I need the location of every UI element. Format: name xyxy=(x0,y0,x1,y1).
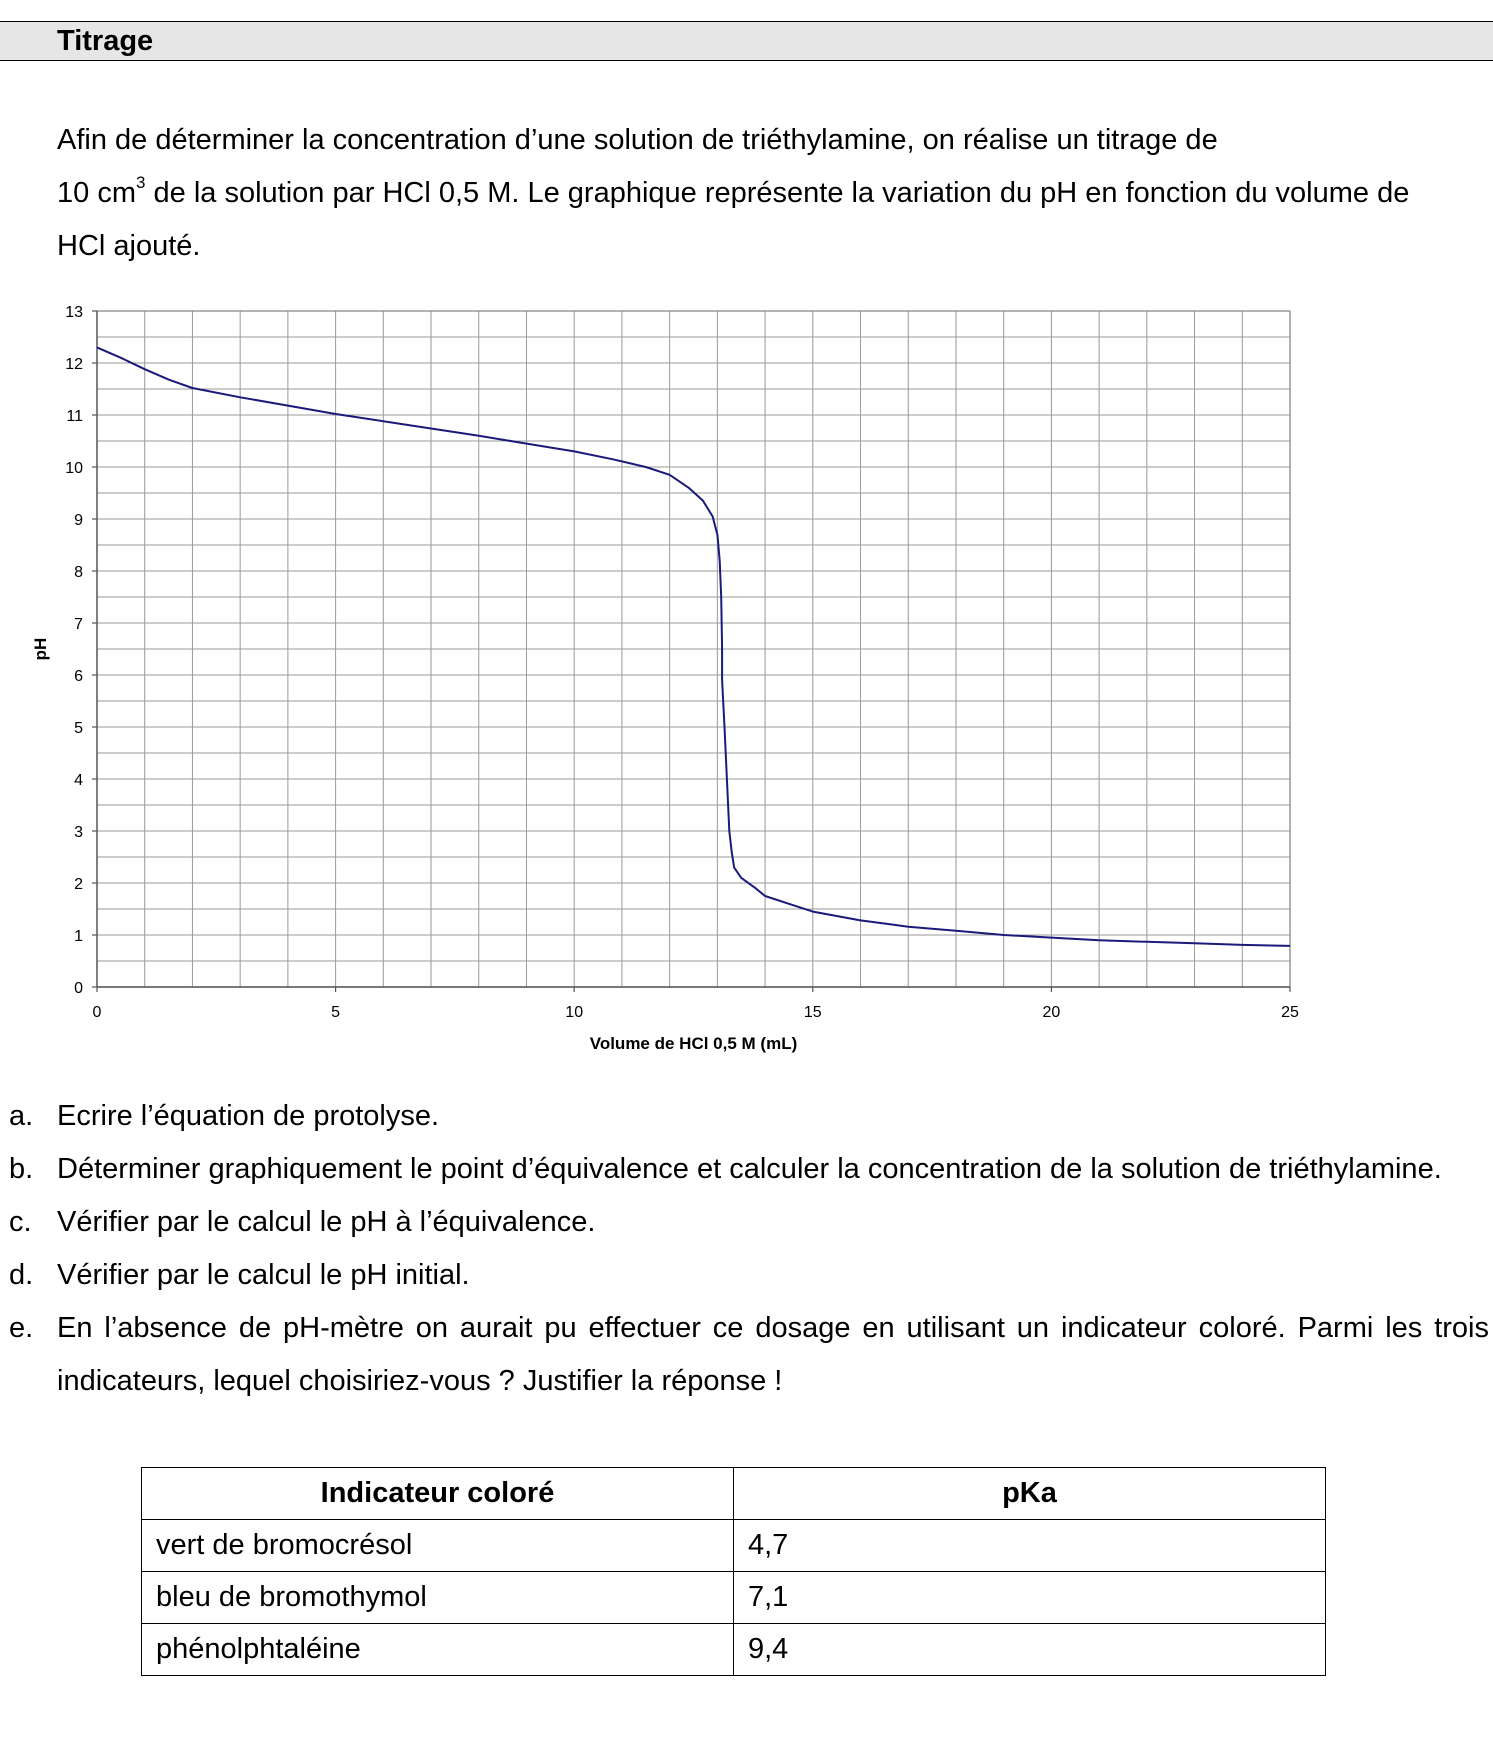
y-tick-label: 10 xyxy=(65,460,83,477)
table-cell-pka: 7,1 xyxy=(734,1572,1326,1624)
section-title-bar xyxy=(0,21,1493,61)
y-tick-label: 2 xyxy=(74,876,83,893)
intro-volume: 10 cm xyxy=(57,177,136,209)
table-cell-indicator: vert de bromocrésol xyxy=(142,1520,734,1572)
question-item xyxy=(0,1249,1489,1302)
table-header-row xyxy=(142,1468,1326,1520)
table-cell-pka: 4,7 xyxy=(734,1520,1326,1572)
intro-line-3: HCl ajouté. xyxy=(57,230,201,262)
chart-grid xyxy=(97,311,1290,987)
table-header-indicator: Indicateur coloré xyxy=(142,1468,734,1520)
question-letter: a. xyxy=(9,1100,34,1132)
section-title: Titrage xyxy=(57,25,154,57)
x-tick-label: 25 xyxy=(1281,1004,1299,1021)
y-tick-label: 9 xyxy=(74,512,83,529)
y-tick-label: 13 xyxy=(65,304,83,321)
table-cell-indicator: phénolphtaléine xyxy=(142,1624,734,1676)
x-tick-label: 0 xyxy=(92,1004,102,1021)
table-row xyxy=(142,1572,1326,1624)
question-item xyxy=(0,1143,1489,1196)
x-tick-label: 20 xyxy=(1042,1004,1061,1021)
intro-superscript: 3 xyxy=(135,173,146,192)
question-item xyxy=(0,1302,1489,1408)
y-tick-label: 1 xyxy=(74,928,83,945)
x-tick-label: 15 xyxy=(803,1004,822,1021)
y-tick-label: 12 xyxy=(65,356,83,373)
table-row xyxy=(142,1624,1326,1676)
y-tick-label: 4 xyxy=(74,772,83,789)
intro-line-1: Afin de déterminer la concentration d’une solution de triéthylamine, on réalise un titrage de xyxy=(57,124,1218,156)
x-axis-label: Volume de HCl 0,5 M (mL) xyxy=(589,1034,798,1053)
question-letter: c. xyxy=(9,1206,32,1238)
x-tick-label: 10 xyxy=(565,1004,584,1021)
y-tick-label: 7 xyxy=(74,616,83,633)
question-text: Vérifier par le calcul le pH initial. xyxy=(57,1259,470,1291)
question-letter: d. xyxy=(9,1259,34,1291)
titration-curve xyxy=(97,347,1290,946)
y-tick-label: 0 xyxy=(74,980,83,997)
question-text: Déterminer graphiquement le point d’équivalence et calculer la concentration de la solution de triéthylamine. xyxy=(57,1153,1442,1185)
question-text: Vérifier par le calcul le pH à l’équivalence. xyxy=(57,1206,596,1238)
intro-line-2 xyxy=(57,167,1489,220)
intro-line-2-rest: de la solution par HCl 0,5 M. Le graphique représente la variation du pH en fonction du volume de xyxy=(145,177,1410,209)
question-text: Ecrire l’équation de protolyse. xyxy=(57,1100,440,1132)
table-row xyxy=(142,1520,1326,1572)
y-tick-label: 5 xyxy=(74,720,83,737)
y-tick-label: 3 xyxy=(74,824,83,841)
y-tick-label: 8 xyxy=(74,564,83,581)
question-list xyxy=(0,1090,1489,1408)
table-header-pka: pKa xyxy=(734,1468,1326,1520)
table-cell-indicator: bleu de bromothymol xyxy=(142,1572,734,1624)
chart-ticks xyxy=(65,304,1299,1021)
x-tick-label: 5 xyxy=(331,1004,341,1021)
question-item xyxy=(0,1090,1489,1143)
y-axis-label: pH xyxy=(31,637,50,661)
titration-chart xyxy=(0,295,1320,1075)
intro-paragraph xyxy=(57,114,1489,273)
indicator-table xyxy=(141,1467,1326,1676)
question-item xyxy=(0,1196,1489,1249)
y-tick-label: 6 xyxy=(74,668,83,685)
indicator-table-wrapper xyxy=(141,1467,1326,1676)
table-cell-pka: 9,4 xyxy=(734,1624,1326,1676)
question-text: En l’absence de pH-mètre on aurait pu effectuer ce dosage en utilisant un indicateur coloré. Parmi les trois indicateurs, lequel choisiriez-vous ? Justifier la réponse ! xyxy=(57,1312,1489,1397)
y-tick-label: 11 xyxy=(66,408,83,425)
question-letter: b. xyxy=(9,1153,34,1185)
question-letter: e. xyxy=(9,1312,34,1344)
